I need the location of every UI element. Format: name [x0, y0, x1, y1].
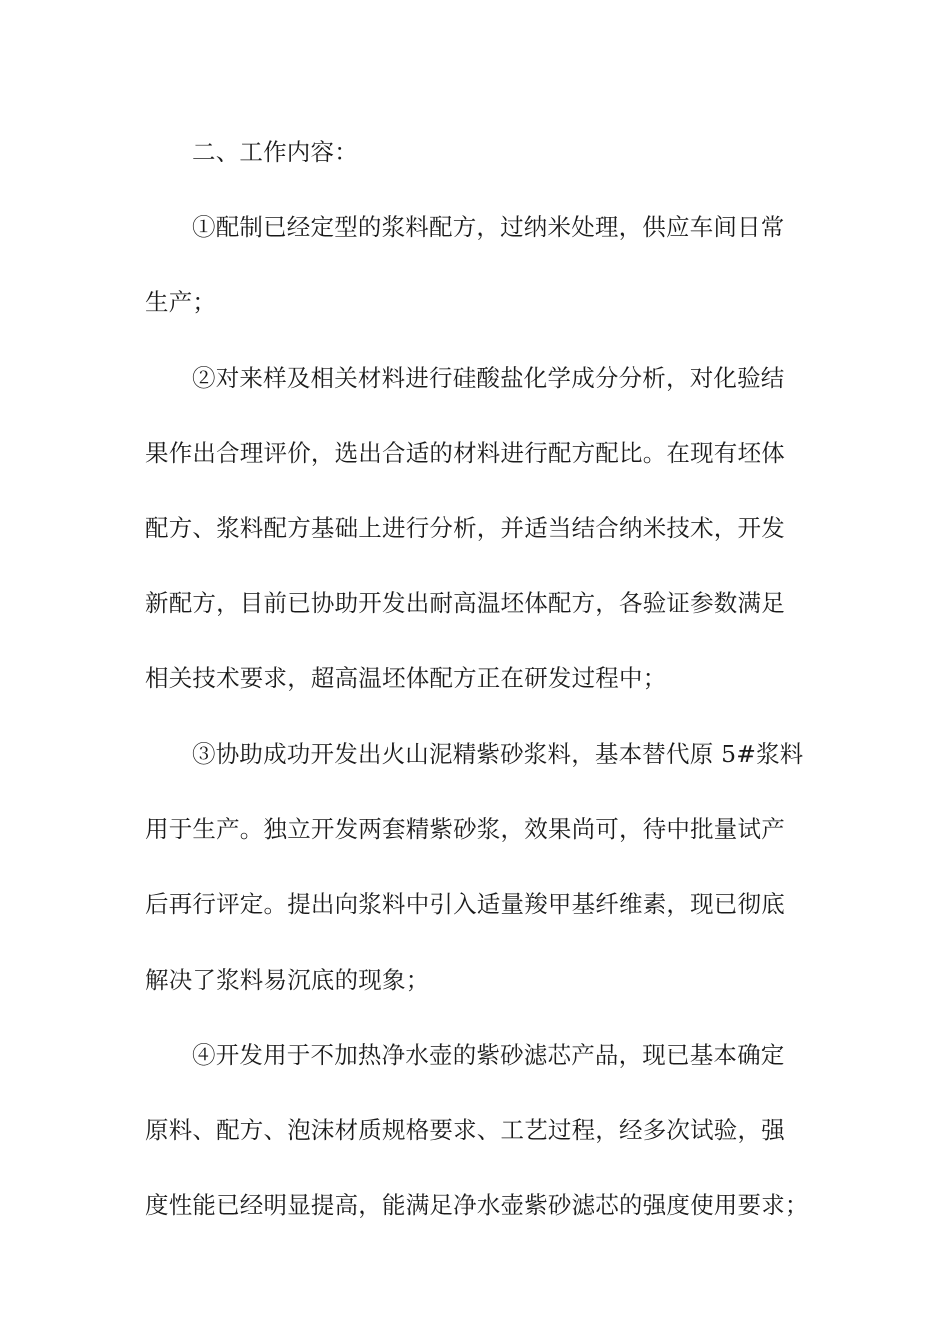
section-heading: 二、工作内容：	[192, 138, 358, 166]
paragraph-3-line-3: 后再行评定。提出向浆料中引入适量羧甲基纤维素，现已彻底	[145, 890, 785, 918]
paragraph-4-line-2: 原料、配方、泡沫材质规格要求、工艺过程，经多次试验，强	[145, 1116, 785, 1144]
paragraph-2-line-4: 新配方，目前已协助开发出耐高温坯体配方，各验证参数满足	[145, 589, 785, 617]
paragraph-2-line-5: 相关技术要求，超高温坯体配方正在研发过程中；	[145, 664, 667, 692]
paragraph-2-line-3: 配方、浆料配方基础上进行分析，并适当结合纳米技术，开发	[145, 514, 785, 542]
paragraph-3-line-1: ③协助成功开发出火山泥精紫砂浆料，基本替代原 5#浆料	[192, 740, 804, 768]
paragraph-2-line-1: ②对来样及相关材料进行硅酸盐化学成分分析，对化验结	[192, 364, 785, 392]
paragraph-4-line-3: 度性能已经明显提高，能满足净水壶紫砂滤芯的强度使用要求；	[145, 1191, 809, 1219]
paragraph-1-line-2: 生产；	[145, 288, 217, 316]
paragraph-3-line-2: 用于生产。独立开发两套精紫砂浆，效果尚可，待中批量试产	[145, 815, 785, 843]
paragraph-4-line-1: ④开发用于不加热净水壶的紫砂滤芯产品，现已基本确定	[192, 1041, 785, 1069]
paragraph-2-line-2: 果作出合理评价，选出合适的材料进行配方配比。在现有坯体	[145, 439, 785, 467]
paragraph-3-line-4: 解决了浆料易沉底的现象；	[145, 966, 430, 994]
paragraph-1-line-1: ①配制已经定型的浆料配方，过纳米处理，供应车间日常	[192, 213, 785, 241]
